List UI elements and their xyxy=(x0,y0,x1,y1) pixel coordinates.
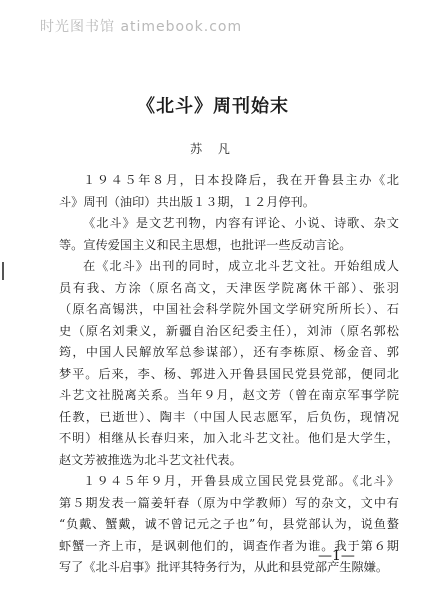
body-line: 筠，中国人民解放军总参谋部），还有李栋原、杨金音、郭 xyxy=(59,345,399,359)
author-name: 苏 凡 xyxy=(190,142,236,156)
body-line: （原名高锡洪，中国社会科学院外国文学研究所所长）、石 xyxy=(59,302,399,316)
body-line: 第５期发表一篇姜轩春（原为中学教师）写的杂文，文中有 xyxy=(59,495,399,510)
body-line: 斗》周刊（油印）共出版１３期，１２月停刊。 xyxy=(59,194,315,209)
body-line: 等。宣传爱国主义和民主思想，也批评一些反动言论。 xyxy=(59,237,352,252)
body-line: 任教，已逝世）、陶丰（中国人民志愿军，后负伤，现情况 xyxy=(59,409,399,424)
body-line: “负戴、蟹戴，诚不曾记元之子也”句，县党部认为，说鱼螯 xyxy=(59,517,399,531)
body-line: 员有我、方涂（原名高文，天津医学院离休干部）、张羽 xyxy=(59,280,399,295)
page-title: 《北斗》周刊始末 xyxy=(137,96,289,117)
body-line: 梦平。后来，李、杨、郭进入开鲁县国民党县党部，便同北 xyxy=(59,366,399,381)
body-line: 斗艺文社脱离关系。当年９月，赵文芳（曾在南京军事学院 xyxy=(59,388,399,402)
article-body xyxy=(59,170,399,579)
body-line: １９４５年９月，开鲁县成立国民党县党部。《北斗》 xyxy=(83,474,399,488)
body-line: １９４５年８月，日本投降后，我在开鲁县主办《北 xyxy=(83,173,399,187)
body-line: 虾蟹一齐上市，是讽刺他们的，调查作者为谁。我于第６期 xyxy=(59,538,399,553)
body-line: 在《北斗》出刊的同时，成立北斗艺文社。开始组成人 xyxy=(83,259,399,273)
body-line: 《北斗》是文艺刊物，内容有评论、小说、诗歌、杂文 xyxy=(83,216,399,230)
body-line: 史（原名刘秉义，新疆自治区纪委主任），刘沛（原名郭松 xyxy=(59,323,399,338)
watermark: 时光图书馆 atimebook.com xyxy=(40,19,243,35)
binding-mark xyxy=(2,262,4,280)
page-number: —1— xyxy=(318,548,355,564)
body-line: 不明）相继从长春归来，加入北斗艺文社。他们是大学生， xyxy=(59,431,399,445)
body-line: 写了《北斗启事》批评其特务行为，从此和县党部产生隙嫌。 xyxy=(59,560,389,574)
body-line: 赵文芳被推选为北斗艺文社代表。 xyxy=(59,452,242,467)
